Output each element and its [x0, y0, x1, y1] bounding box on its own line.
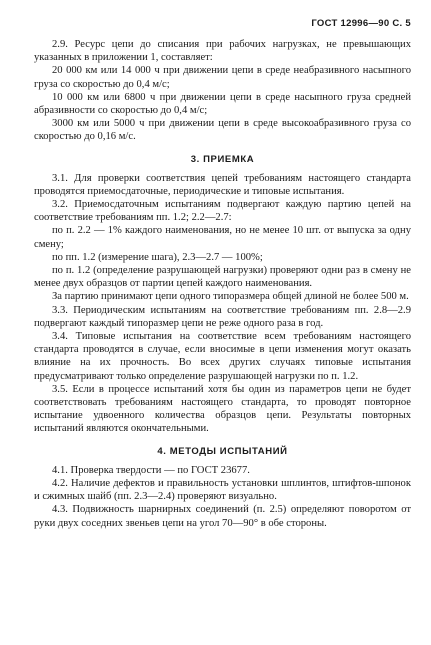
page-header: ГОСТ 12996—90 С. 5	[311, 18, 411, 29]
paragraph: 10 000 км или 6800 ч при движении цепи в среде насыпного груза средней абразивности со скоростью до 0,4 м/с;	[34, 91, 411, 117]
paragraph: 3000 км или 5000 ч при движении цепи в среде высокоабразивного груза со скоростью до 0,16 м/с.	[34, 118, 411, 143]
section-3	[34, 172, 411, 436]
section-4	[34, 464, 411, 530]
section-2-continuation	[34, 38, 411, 144]
paragraph: 20 000 км или 14 000 ч при движении цепи в среде неабразивного насыпного груза со скоростью до 0,4 м/с;	[34, 65, 411, 90]
paragraph: по п. 2.2 — 1% каждого наименования, но не менее 10 шт. от выпуска за одну смену;	[34, 225, 411, 250]
paragraph: по пп. 1.2 (измерение шага), 2.3—2.7 — 100%;	[52, 251, 263, 263]
paragraph: 3.5. Если в процессе испытаний хотя бы один из параметров цепи не будет соответствовать требованиям настоящего стандарта, то проводят повторное испытание удвоенного количества образцов цепи. Результаты повторных испытаний являются окончательными.	[34, 383, 411, 435]
paragraph: 4.2. Наличие дефектов и правильность установки шплинтов, штифтов-шпонок и сжимных шайб (пп. 2.3—2.4) проверяют визуально.	[34, 477, 411, 503]
paragraph: 3.4. Типовые испытания на соответствие всем требованиям настоящего стандарта проводятся в случае, если вносимые в цепи изменения могут оказать влияние на их прочность. Во всех других случаях типовые испытания предусматривают только определение разрушающей нагрузки по п. 1.2.	[34, 331, 411, 382]
paragraph: 4.1. Проверка твердости — по ГОСТ 23677.	[52, 464, 250, 476]
paragraph: 3.3. Периодическим испытаниям на соответствие требованиям пп. 2.8—2.9 подвергают каждый типоразмер цепи не реже одного раза в год.	[34, 304, 411, 329]
section-title: 4. МЕТОДЫ ИСПЫТАНИЙ	[157, 445, 288, 457]
paragraph: За партию принимают цепи одного типоразмера общей длиной не более 500 м.	[52, 291, 409, 303]
paragraph: по п. 1.2 (определение разрушающей нагрузки) проверяют одни раз в смену не менее двух образцов от партии цепей каждого наименования.	[34, 265, 411, 290]
paragraph: 3.2. Приемосдаточным испытаниям подвергают каждую партию цепей на соответствие требованиям пп. 1.2; 2.2—2.7:	[34, 199, 411, 224]
section-title: 3. ПРИЕМКА	[190, 153, 255, 165]
paragraph: 3.1. Для проверки соответствия цепей требованиям настоящего стандарта проводятся приемосдаточные, периодические и типовые испытания.	[34, 172, 411, 197]
paragraph: 2.9. Ресурс цепи до списания при рабочих нагрузках, не превышающих указанных в приложении 1, составляет:	[34, 39, 411, 64]
paragraph: 4.3. Подвижность шарнирных соединений (п. 2.5) определяют поворотом от руки двух соседних звеньев цепи на угол 70—90° в обе стороны.	[34, 504, 411, 529]
